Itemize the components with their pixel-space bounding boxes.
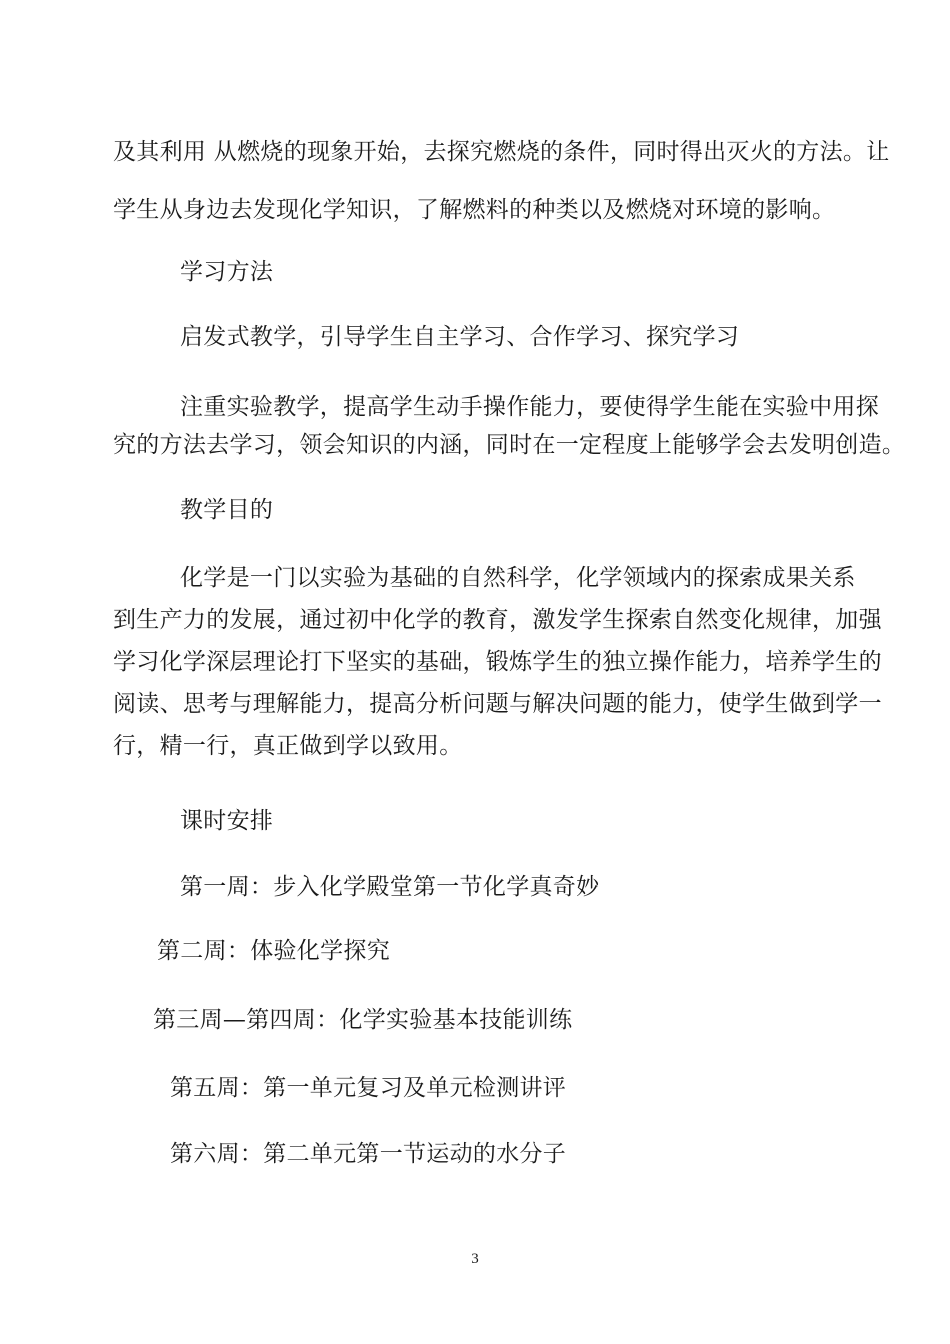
schedule-item: 第五周：第一单元复习及单元检测讲评 <box>170 1075 567 1101</box>
paragraph-line: 到生产力的发展，通过初中化学的教育，激发学生探索自然变化规律，加强 <box>113 607 882 633</box>
paragraph-line: 学生从身边去发现化学知识，了解燃料的种类以及燃烧对环境的影响。 <box>113 197 836 223</box>
paragraph-line: 阅读、思考与理解能力，提高分析问题与解决问题的能力，使学生做到学一 <box>113 691 882 717</box>
paragraph-line: 启发式教学，引导学生自主学习、合作学习、探究学习 <box>180 324 740 350</box>
paragraph-line: 究的方法去学习，领会知识的内涵，同时在一定程度上能够学会去发明创造。 <box>113 432 906 458</box>
section-heading: 课时安排 <box>180 808 274 834</box>
page-number: 3 <box>471 1251 479 1267</box>
paragraph-line: 化学是一门以实验为基础的自然科学，化学领域内的探索成果关系 <box>180 565 856 591</box>
paragraph-line: 学习化学深层理论打下坚实的基础，锻炼学生的独立操作能力，培养学生的 <box>113 649 882 675</box>
section-heading: 教学目的 <box>180 497 274 523</box>
schedule-item: 第三周—第四周：化学实验基本技能训练 <box>153 1007 573 1033</box>
schedule-item: 第六周：第二单元第一节运动的水分子 <box>170 1141 567 1167</box>
schedule-item: 第一周：步入化学殿堂第一节化学真奇妙 <box>180 874 600 900</box>
paragraph-line: 及其利用 从燃烧的现象开始，去探究燃烧的条件，同时得出灭火的方法。让 <box>113 139 890 165</box>
paragraph-line: 注重实验教学，提高学生动手操作能力，要使得学生能在实验中用探 <box>180 394 879 420</box>
schedule-item: 第二周：体验化学探究 <box>157 938 390 964</box>
paragraph-line: 行，精一行，真正做到学以致用。 <box>113 733 463 759</box>
section-heading: 学习方法 <box>180 259 274 285</box>
